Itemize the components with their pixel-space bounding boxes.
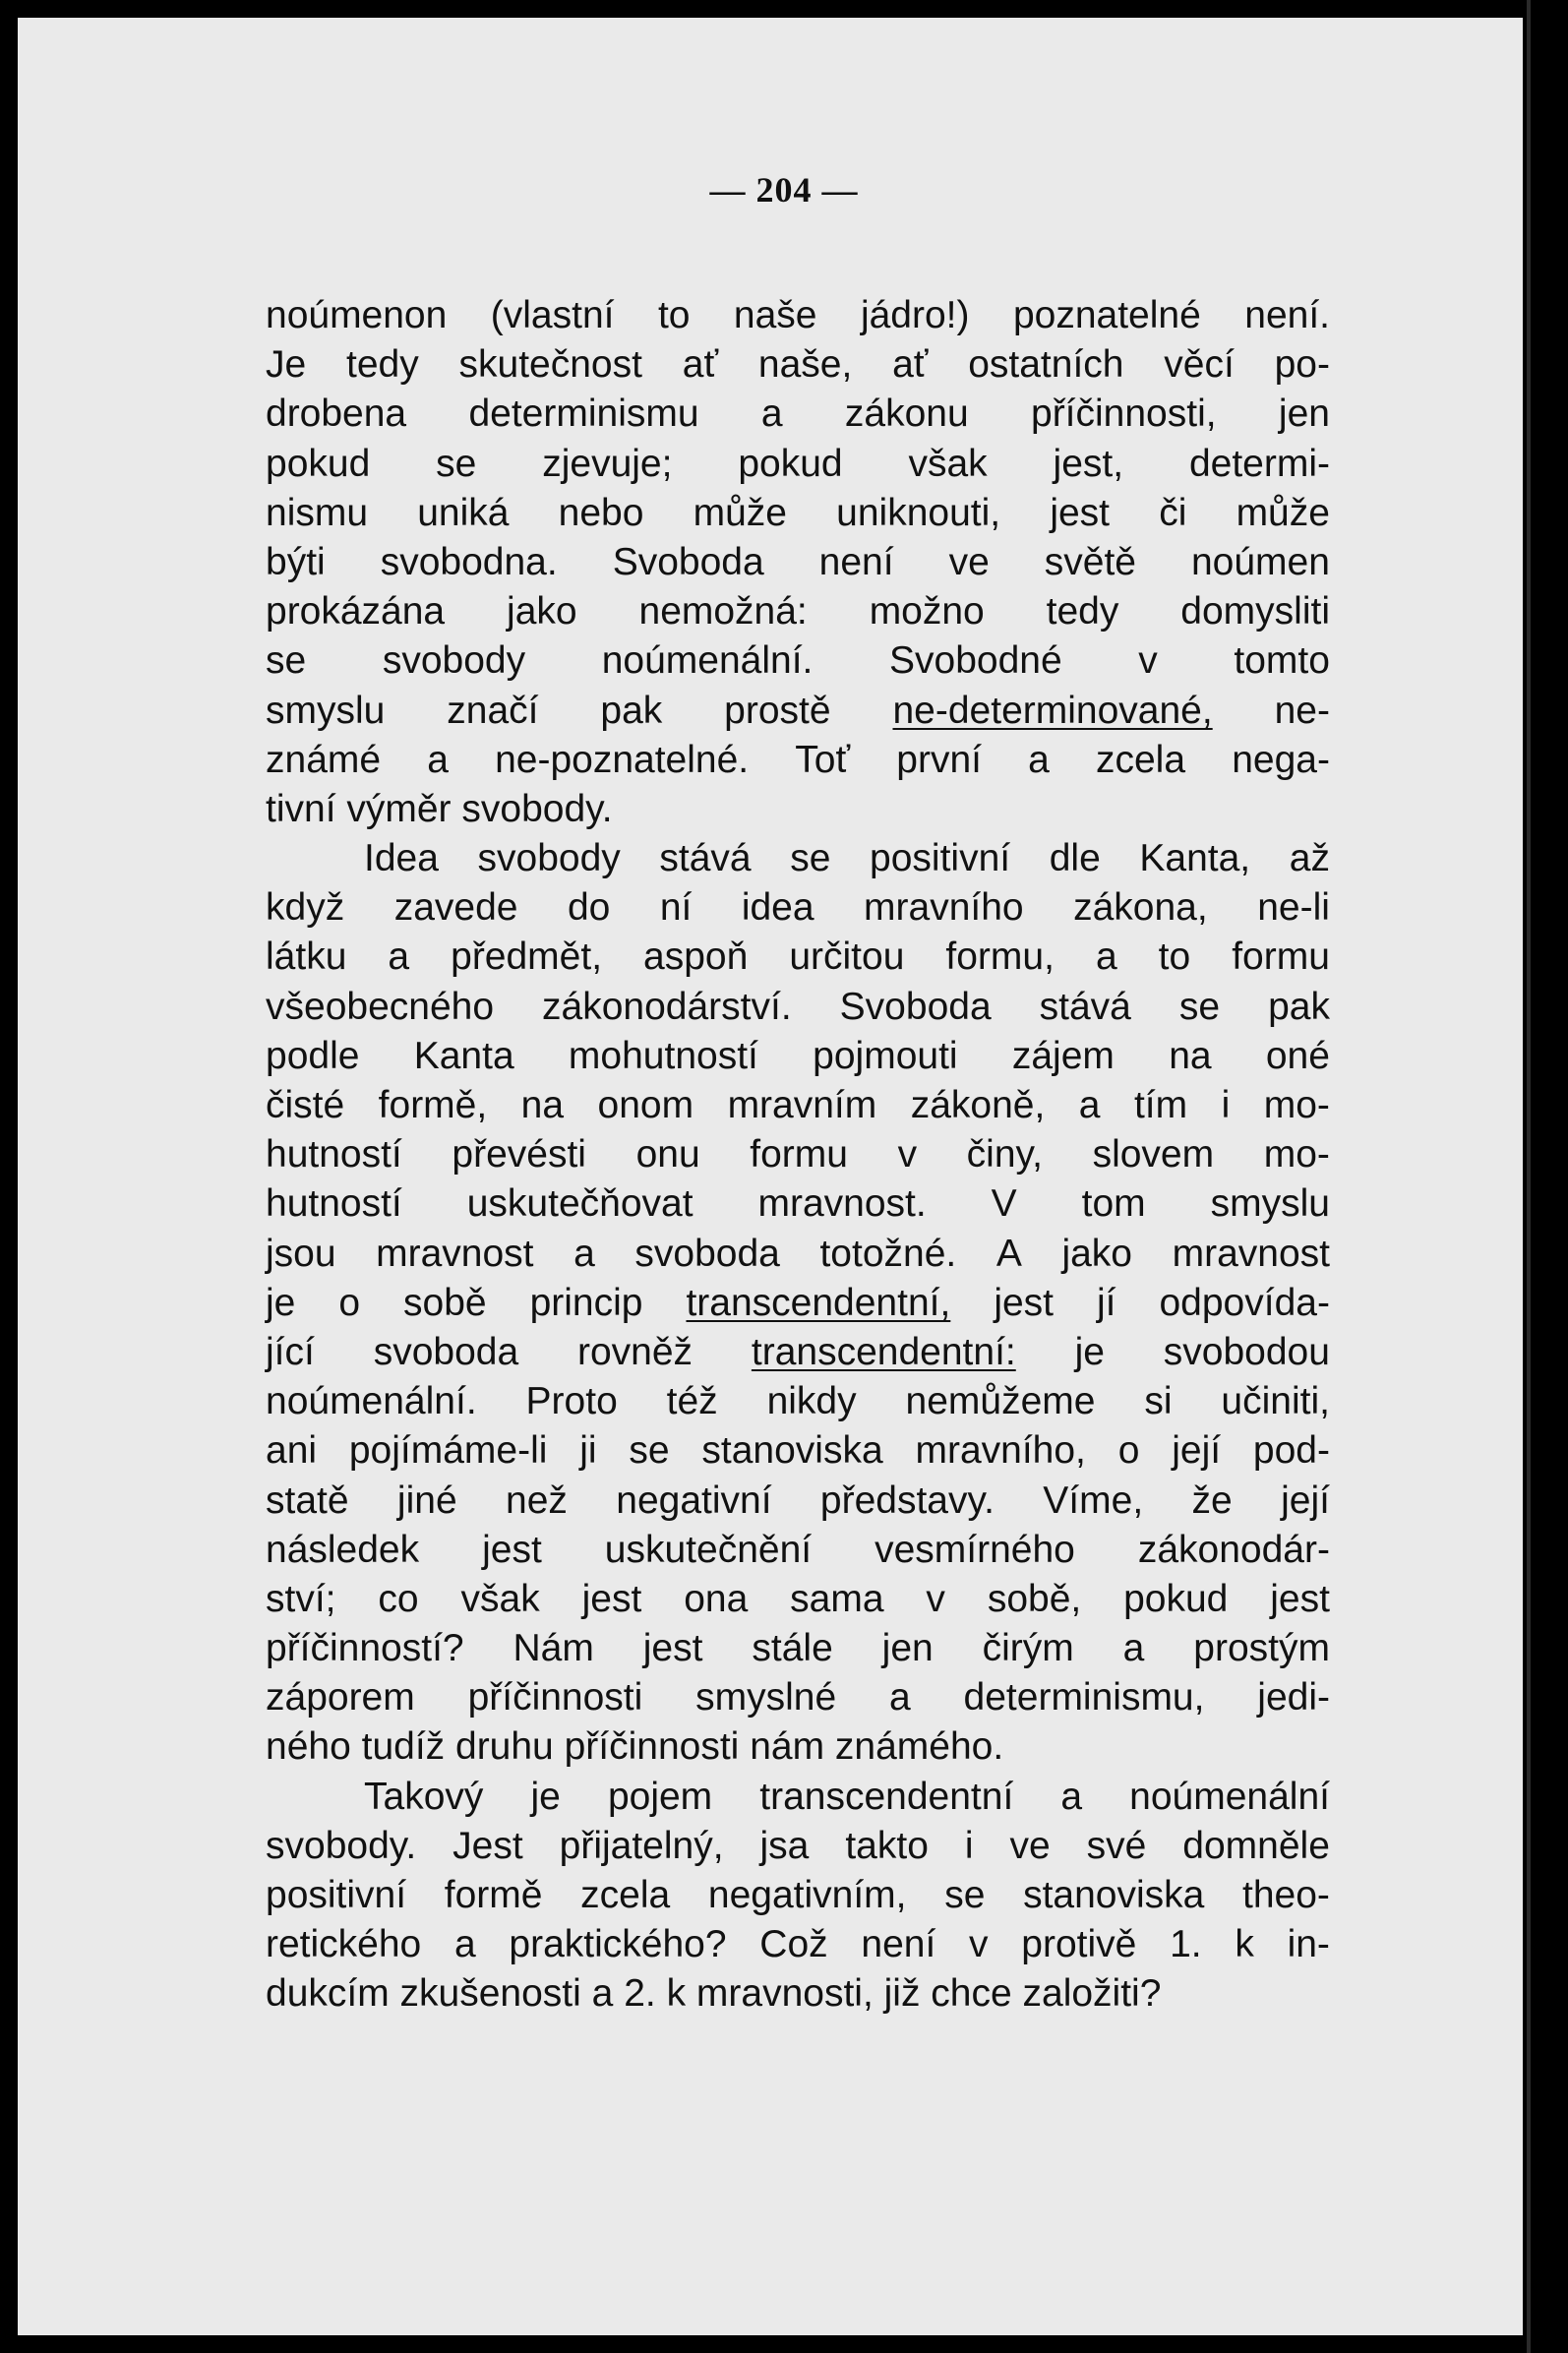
text-line: positivní formě zcela negativním, se stanoviska theo- bbox=[266, 1874, 1330, 1916]
text-line: Takový je pojem transcendentní a noúmenální bbox=[364, 1775, 1330, 1818]
text-line: když zavede do ní idea mravního zákona, ne-li bbox=[266, 886, 1330, 930]
body-text bbox=[266, 291, 1330, 2020]
text-line: všeobecného zákonodárství. Svoboda stává se pak bbox=[266, 985, 1330, 1028]
text-line: následek jest uskutečnění vesmírného zákonodár- bbox=[266, 1528, 1330, 1571]
text-line: Idea svobody stává se positivní dle Kanta, až bbox=[364, 837, 1330, 880]
text-line: prokázána jako nemožná: možno tedy domysliti bbox=[266, 590, 1330, 634]
text-line: je o sobě princip transcendentní, jest jí odpovída- bbox=[266, 1281, 1330, 1324]
text-line: příčinností? Nám jest stále jen čirým a prostým bbox=[266, 1627, 1330, 1670]
paragraph bbox=[266, 291, 1330, 834]
paragraph bbox=[266, 834, 1330, 1773]
text-line: noúmenální. Proto též nikdy nemůžeme si učiniti, bbox=[266, 1380, 1330, 1423]
text-line: smyslu značí pak prostě ne-determinované, ne- bbox=[266, 689, 1330, 732]
text-line: pokud se zjevuje; pokud však jest, determi- bbox=[266, 442, 1330, 485]
text-line: ného tudíž druhu příčinnosti nám známého. bbox=[266, 1725, 1004, 1769]
text-line: známé a ne-poznatelné. Toť první a zcela nega- bbox=[266, 738, 1330, 781]
text-line: hutností převésti onu formu v činy, slovem mo- bbox=[266, 1133, 1330, 1176]
text-line: záporem příčinnosti smyslné a determinismu, jedi- bbox=[266, 1676, 1330, 1720]
text-line: jsou mravnost a svoboda totožné. A jako mravnost bbox=[266, 1232, 1330, 1275]
text-line: hutností uskutečňovat mravnost. V tom smyslu bbox=[266, 1182, 1330, 1226]
text-line: svobody. Jest přijatelný, jsa takto i ve své domněle bbox=[266, 1824, 1330, 1867]
text-line: dukcím zkušenosti a 2. k mravnosti, již chce založiti? bbox=[266, 1972, 1162, 2016]
text-line: čisté formě, na onom mravním zákoně, a tím i mo- bbox=[266, 1084, 1330, 1126]
paragraph bbox=[266, 1773, 1330, 2020]
text-line: Je tedy skutečnost ať naše, ať ostatních věcí po- bbox=[266, 343, 1330, 387]
text-line: podle Kanta mohutností pojmouti zájem na oné bbox=[266, 1034, 1330, 1077]
text-line: statě jiné než negativní představy. Víme, že její bbox=[266, 1478, 1330, 1522]
text-line: noúmenon (vlastní to naše jádro!) poznatelné není. bbox=[266, 294, 1330, 336]
text-line: se svobody noúmenální. Svobodné v tomto bbox=[266, 639, 1330, 683]
text-line: býti svobodna. Svoboda není ve světě noúmen bbox=[266, 540, 1330, 583]
text-line: ství; co však jest ona sama v sobě, pokud jest bbox=[266, 1577, 1330, 1620]
text-line: ani pojímáme-li ji se stanoviska mravního, o její pod- bbox=[266, 1429, 1330, 1473]
text-line: retického a praktického? Což není v protivě 1. k in- bbox=[266, 1923, 1330, 1966]
text-line: tivní výměr svobody. bbox=[266, 787, 613, 830]
text-line: drobena determinismu a zákonu příčinnosti, jen bbox=[266, 392, 1330, 436]
page-number: — 204 — bbox=[709, 170, 859, 210]
text-line: jící svoboda rovněž transcendentní: je svobodou bbox=[266, 1330, 1330, 1373]
text-line: látku a předmět, aspoň určitou formu, a to formu bbox=[266, 935, 1330, 979]
page-edge-line bbox=[1527, 0, 1531, 2353]
text-line: nismu uniká nebo může uniknouti, jest či může bbox=[266, 491, 1330, 534]
